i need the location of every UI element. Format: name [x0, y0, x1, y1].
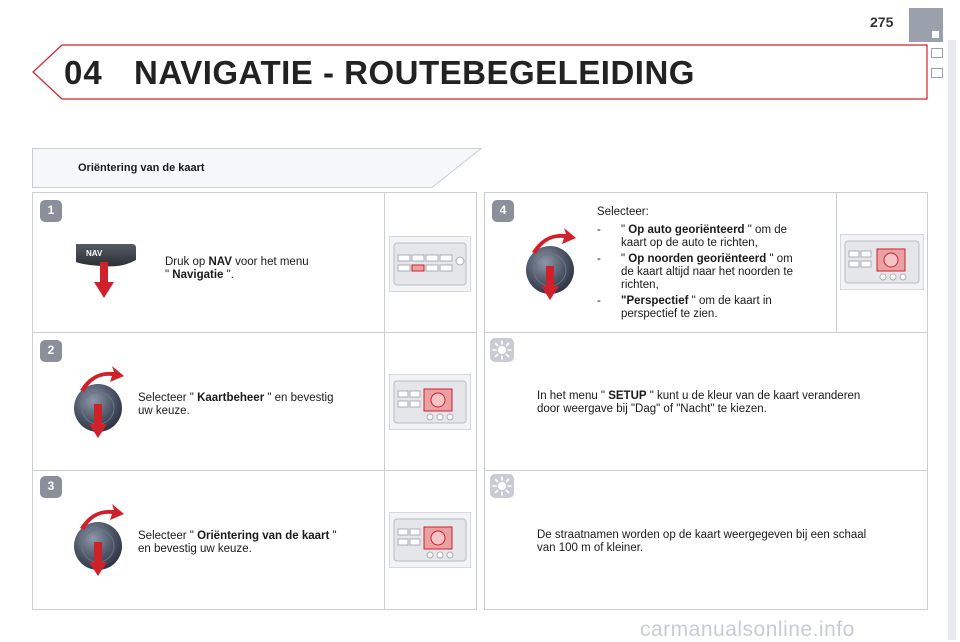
audio-console-icon [389, 374, 471, 430]
rotary-knob-icon [522, 224, 578, 300]
step-3-text: Selecteer " Oriëntering van de kaart " en bevestig uw keuze. [138, 530, 337, 555]
nav-button-label: NAV [86, 249, 103, 258]
step-badge-3: 3 [40, 476, 62, 498]
step-badge-2: 2 [40, 340, 62, 362]
divider [836, 192, 837, 332]
step-1-text: Druk op NAV voor het menu " Navigatie ". [165, 256, 309, 281]
corner-tab [909, 8, 943, 42]
step-2-text: Selecteer " Kaartbeheer " en bevestig uw keuze. [138, 392, 334, 417]
divider [384, 192, 385, 610]
divider [32, 332, 477, 333]
nav-button-illustration [72, 238, 140, 300]
side-marker-box [931, 68, 943, 78]
divider [484, 332, 928, 333]
audio-console-icon [840, 234, 924, 290]
step-4-intro: Selecteer: [597, 206, 649, 218]
chapter-number: 04 [64, 54, 103, 91]
audio-console-icon [389, 236, 471, 292]
tip-setup-text: In het menu " SETUP " kunt u de kleur van de kaart veranderen door weergave bij "Dag" of "Nacht" te kiezen. [537, 390, 861, 415]
tip-streetnames-text: De straatnamen worden op de kaart weergegeven bij een schaal van 100 m of kleiner. [537, 529, 867, 554]
side-marker-box [931, 48, 943, 58]
page-number: 275 [870, 14, 894, 30]
rotary-knob-icon [70, 500, 126, 576]
step-badge-1: 1 [40, 200, 62, 222]
divider [484, 470, 928, 471]
section-title: Oriëntering van de kaart [78, 162, 205, 174]
side-rail [948, 40, 956, 640]
lightbulb-tip-icon [490, 338, 514, 362]
lightbulb-tip-icon [490, 474, 514, 498]
step-badge-4: 4 [492, 200, 514, 222]
rotary-knob-icon [70, 362, 126, 438]
audio-console-icon [389, 512, 471, 568]
chapter-title: NAVIGATIE - ROUTEBEGELEIDING [134, 54, 695, 91]
divider [32, 470, 477, 471]
watermark: carmanualsonline.info [640, 618, 855, 641]
